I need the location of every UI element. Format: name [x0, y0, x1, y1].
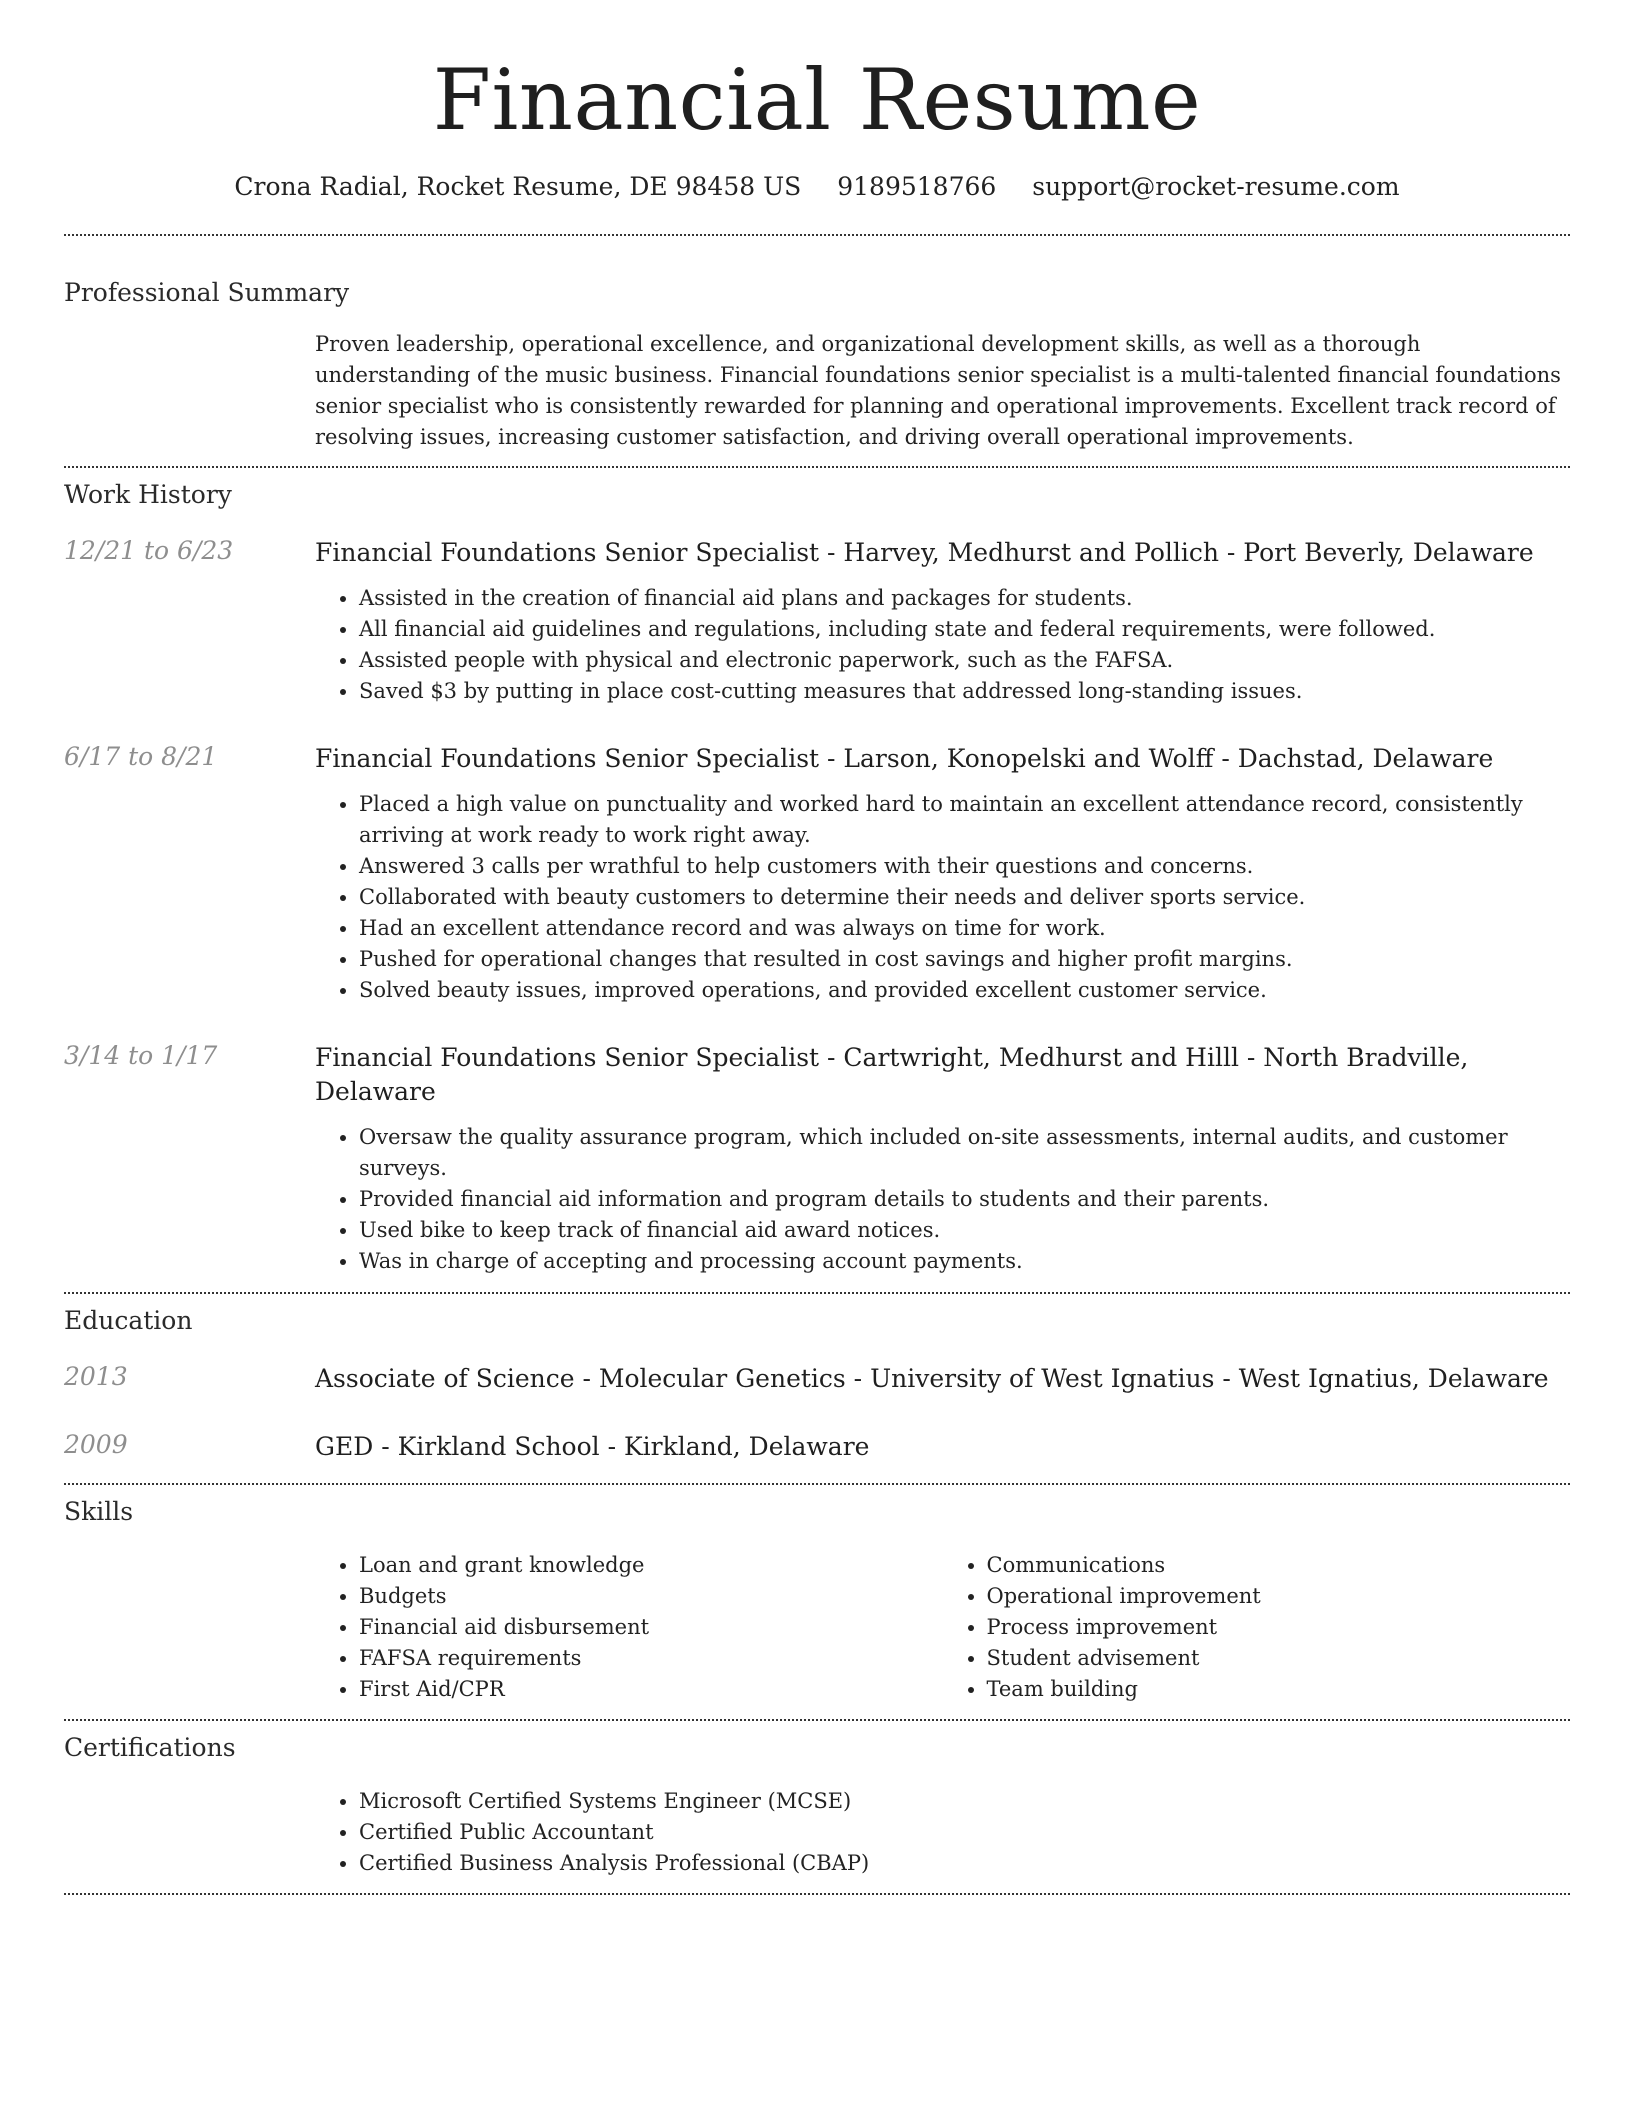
- list-item: • Student advisement: [987, 1643, 1571, 1674]
- list-item: • Certified Business Analysis Professional (CBAP): [359, 1848, 1570, 1879]
- certifications-list: [315, 1786, 1570, 1879]
- summary-section: [64, 276, 1570, 453]
- list-item: • Had an excellent attendance record and was always on time for work.: [359, 913, 1570, 944]
- list-item: • Was in charge of accepting and processing account payments.: [359, 1246, 1570, 1277]
- divider: [64, 466, 1570, 468]
- divider: [64, 1719, 1570, 1721]
- list-item: • Budgets: [359, 1581, 943, 1612]
- list-item: • Placed a high value on punctuality and worked hard to maintain an excellent attendance record, consistently arriving at work ready to work right away.: [359, 789, 1570, 851]
- divider: [64, 1893, 1570, 1895]
- education-section: [64, 1304, 1570, 1464]
- list-item: • Collaborated with beauty customers to determine their needs and deliver sports service.: [359, 882, 1570, 913]
- list-item: • Oversaw the quality assurance program, which included on-site assessments, internal audits, and customer surveys.: [359, 1122, 1570, 1184]
- education-entry: [64, 1430, 1570, 1464]
- skills-list-left: [315, 1550, 943, 1705]
- list-item: • Provided financial aid information and program details to students and their parents.: [359, 1184, 1570, 1215]
- job-bullets: [315, 789, 1570, 1006]
- summary-text: Proven leadership, operational excellence, and organizational development skills, as well as a thorough understanding of the music business. Financial foundations senior specialist is a multi-talented financial foundations senior specialist who is consistently rewarded for planning and operational improvements. Excellent track record of resolving issues, increasing customer satisfaction, and driving overall operational improvements.: [315, 332, 1561, 449]
- divider: [64, 234, 1570, 236]
- list-item: • Process improvement: [987, 1612, 1571, 1643]
- job-dates: 6/17 to 8/21: [64, 742, 218, 771]
- job-heading: Financial Foundations Senior Specialist - Cartwright, Medhurst and Hilll - North Bradville, Delaware: [315, 1043, 1469, 1106]
- list-item: • Used bike to keep track of financial aid award notices.: [359, 1215, 1570, 1246]
- list-item: • Certified Public Accountant: [359, 1817, 1570, 1848]
- contact-phone: 9189518766: [837, 172, 997, 201]
- section-title-certifications: Certifications: [64, 1733, 236, 1762]
- education-entry: [64, 1362, 1570, 1396]
- divider: [64, 1292, 1570, 1294]
- education-heading: GED - Kirkland School - Kirkland, Delaware: [315, 1432, 870, 1461]
- skills-list-right: [943, 1550, 1571, 1705]
- job-bullets: [315, 583, 1570, 707]
- list-item: • Solved beauty issues, improved operations, and provided excellent customer service.: [359, 975, 1570, 1006]
- list-item: • FAFSA requirements: [359, 1643, 943, 1674]
- job-heading: Financial Foundations Senior Specialist - Harvey, Medhurst and Pollich - Port Beverly, Delaware: [315, 538, 1534, 567]
- section-title-education: Education: [64, 1306, 193, 1335]
- list-item: • Assisted in the creation of financial aid plans and packages for students.: [359, 583, 1570, 614]
- contact-line: [64, 170, 1570, 204]
- job-heading: Financial Foundations Senior Specialist - Larson, Konopelski and Wolff - Dachstad, Delaware: [315, 744, 1494, 773]
- skills-columns: [315, 1550, 1570, 1705]
- job-dates: 12/21 to 6/23: [64, 536, 234, 565]
- skills-section: [64, 1495, 1570, 1705]
- resume-page: [64, 0, 1570, 1895]
- list-item: • First Aid/CPR: [359, 1674, 943, 1705]
- list-item: • Pushed for operational changes that resulted in cost savings and higher profit margins.: [359, 944, 1570, 975]
- list-item: • Assisted people with physical and electronic paperwork, such as the FAFSA.: [359, 645, 1570, 676]
- page-title: Financial Resume: [432, 51, 1202, 149]
- section-title-work: Work History: [64, 480, 232, 509]
- list-item: • Financial aid disbursement: [359, 1612, 943, 1643]
- job-entry: [64, 742, 1570, 1006]
- education-year: 2013: [64, 1362, 128, 1391]
- list-item: • Loan and grant knowledge: [359, 1550, 943, 1581]
- list-item: • Operational improvement: [987, 1581, 1571, 1612]
- divider: [64, 1483, 1570, 1485]
- job-dates: 3/14 to 1/17: [64, 1041, 218, 1070]
- list-item: • Saved $3 by putting in place cost-cutting measures that addressed long-standing issues.: [359, 676, 1570, 707]
- work-section: [64, 478, 1570, 1277]
- education-year: 2009: [64, 1430, 128, 1459]
- section-title-skills: Skills: [64, 1497, 134, 1526]
- job-entry: [64, 1041, 1570, 1277]
- list-item: • Communications: [987, 1550, 1571, 1581]
- list-item: • Answered 3 calls per wrathful to help customers with their questions and concerns.: [359, 851, 1570, 882]
- education-heading: Associate of Science - Molecular Genetics - University of West Ignatius - West Ignatius, Delaware: [315, 1364, 1549, 1393]
- list-item: • All financial aid guidelines and regulations, including state and federal requirements, were followed.: [359, 614, 1570, 645]
- job-entry: [64, 536, 1570, 707]
- list-item: • Team building: [987, 1674, 1571, 1705]
- contact-email: support@rocket-resume.com: [1032, 172, 1400, 201]
- list-item: • Microsoft Certified Systems Engineer (MCSE): [359, 1786, 1570, 1817]
- job-bullets: [315, 1122, 1570, 1277]
- certifications-section: [64, 1731, 1570, 1879]
- section-title-summary: Professional Summary: [64, 278, 350, 307]
- contact-address: Crona Radial, Rocket Resume, DE 98458 US: [234, 172, 802, 201]
